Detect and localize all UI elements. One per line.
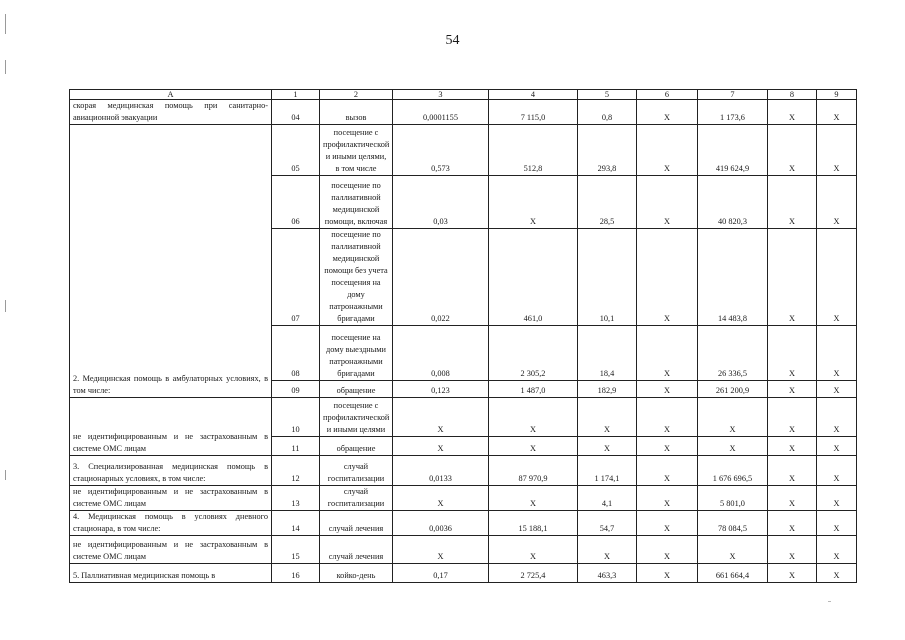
value-cell: X bbox=[817, 125, 857, 176]
row-code-cell: 05 bbox=[272, 125, 320, 176]
value-cell: X bbox=[817, 326, 857, 381]
row-code-cell: 16 bbox=[272, 564, 320, 583]
value-cell: X bbox=[768, 486, 817, 511]
value-cell: X bbox=[637, 229, 698, 326]
column-header: 5 bbox=[578, 90, 637, 100]
value-cell: 15 188,1 bbox=[489, 511, 578, 536]
value-cell: X bbox=[817, 398, 857, 437]
margin-mark bbox=[5, 470, 6, 480]
table-row bbox=[70, 125, 857, 176]
table-row bbox=[70, 564, 857, 583]
header-row bbox=[70, 90, 857, 100]
row-code-cell: 12 bbox=[272, 456, 320, 486]
page-number: 54 bbox=[445, 33, 460, 48]
unit-cell: обращение bbox=[320, 381, 393, 398]
unit-cell: посещение на дому выездными патронажными бригадами bbox=[320, 326, 393, 381]
value-cell: X bbox=[393, 536, 489, 564]
column-header: А bbox=[70, 90, 272, 100]
row-name-cell: не идентифицированным и не застрахованным в системе ОМС лицам bbox=[70, 486, 272, 511]
unit-cell: койко-день bbox=[320, 564, 393, 583]
row-code-cell: 14 bbox=[272, 511, 320, 536]
unit-cell: случай лечения bbox=[320, 536, 393, 564]
column-header: 3 bbox=[393, 90, 489, 100]
value-cell: X bbox=[768, 100, 817, 125]
value-cell: X bbox=[768, 437, 817, 456]
value-cell: 14 483,8 bbox=[698, 229, 768, 326]
value-cell: 10,1 bbox=[578, 229, 637, 326]
unit-cell: посещение с профилактической и иными целями, в том числе bbox=[320, 125, 393, 176]
value-cell: X bbox=[817, 100, 857, 125]
value-cell: 0,0036 bbox=[393, 511, 489, 536]
table-row bbox=[70, 486, 857, 511]
value-cell: X bbox=[768, 564, 817, 583]
value-cell: 87 970,9 bbox=[489, 456, 578, 486]
unit-cell: случай госпитализации bbox=[320, 456, 393, 486]
value-cell: X bbox=[637, 176, 698, 229]
column-header: 8 bbox=[768, 90, 817, 100]
value-cell: X bbox=[637, 456, 698, 486]
value-cell: 182,9 bbox=[578, 381, 637, 398]
value-cell: 261 200,9 bbox=[698, 381, 768, 398]
row-name-cell: 3. Специализированная медицинская помощь в стационарных условиях, в том числе: bbox=[70, 456, 272, 486]
value-cell: 293,8 bbox=[578, 125, 637, 176]
value-cell: 419 624,9 bbox=[698, 125, 768, 176]
value-cell: 0,123 bbox=[393, 381, 489, 398]
value-cell: 0,17 bbox=[393, 564, 489, 583]
margin-mark bbox=[5, 60, 6, 74]
unit-cell: посещение с профилактической и иными целями bbox=[320, 398, 393, 437]
value-cell: 4,1 bbox=[578, 486, 637, 511]
column-header: 9 bbox=[817, 90, 857, 100]
row-code-cell: 07 bbox=[272, 229, 320, 326]
row-code-cell: 09 bbox=[272, 381, 320, 398]
row-code-cell: 11 bbox=[272, 437, 320, 456]
value-cell: X bbox=[637, 398, 698, 437]
value-cell: 2 305,2 bbox=[489, 326, 578, 381]
value-cell: 0,022 bbox=[393, 229, 489, 326]
value-cell: X bbox=[817, 176, 857, 229]
value-cell: 28,5 bbox=[578, 176, 637, 229]
value-cell: 18,4 bbox=[578, 326, 637, 381]
value-cell: X bbox=[489, 176, 578, 229]
value-cell: X bbox=[817, 229, 857, 326]
value-cell: X bbox=[489, 486, 578, 511]
value-cell: X bbox=[637, 381, 698, 398]
value-cell: 1 174,1 bbox=[578, 456, 637, 486]
row-code-cell: 13 bbox=[272, 486, 320, 511]
value-cell: 512,8 bbox=[489, 125, 578, 176]
value-cell: X bbox=[817, 381, 857, 398]
value-cell: 40 820,3 bbox=[698, 176, 768, 229]
table-row bbox=[70, 536, 857, 564]
value-cell: 1 676 696,5 bbox=[698, 456, 768, 486]
value-cell: 5 801,0 bbox=[698, 486, 768, 511]
value-cell: X bbox=[768, 381, 817, 398]
value-cell: X bbox=[817, 564, 857, 583]
value-cell: X bbox=[768, 176, 817, 229]
value-cell: 0,03 bbox=[393, 176, 489, 229]
column-header: 7 bbox=[698, 90, 768, 100]
value-cell: X bbox=[698, 536, 768, 564]
value-cell: X bbox=[637, 437, 698, 456]
value-cell: 1 173,6 bbox=[698, 100, 768, 125]
value-cell: X bbox=[393, 486, 489, 511]
value-cell: X bbox=[817, 486, 857, 511]
row-code-cell: 04 bbox=[272, 100, 320, 125]
unit-cell: случай лечения bbox=[320, 511, 393, 536]
table-row bbox=[70, 100, 857, 125]
value-cell: X bbox=[637, 100, 698, 125]
value-cell: 0,0133 bbox=[393, 456, 489, 486]
value-cell: 661 664,4 bbox=[698, 564, 768, 583]
value-cell: 78 084,5 bbox=[698, 511, 768, 536]
value-cell: X bbox=[489, 437, 578, 456]
row-name-cell: 4. Медицинская помощь в условиях дневного стационара, в том числе: bbox=[70, 511, 272, 536]
value-cell: X bbox=[817, 511, 857, 536]
row-code-cell: 10 bbox=[272, 398, 320, 437]
value-cell: X bbox=[393, 437, 489, 456]
value-cell: X bbox=[489, 398, 578, 437]
value-cell: 1 487,0 bbox=[489, 381, 578, 398]
scan-mark bbox=[828, 601, 831, 602]
value-cell: X bbox=[817, 536, 857, 564]
value-cell: X bbox=[698, 398, 768, 437]
margin-mark bbox=[5, 300, 6, 312]
value-cell: 463,3 bbox=[578, 564, 637, 583]
value-cell: X bbox=[768, 398, 817, 437]
value-cell: X bbox=[768, 125, 817, 176]
value-cell: 26 336,5 bbox=[698, 326, 768, 381]
value-cell: X bbox=[817, 456, 857, 486]
value-cell: X bbox=[578, 437, 637, 456]
column-header: 1 bbox=[272, 90, 320, 100]
value-cell: X bbox=[817, 437, 857, 456]
unit-cell: посещение по паллиативной медицинской помощи без учета посещения на дому патронажными бригадами bbox=[320, 229, 393, 326]
margin-mark bbox=[5, 14, 6, 34]
row-name-cell: скорая медицинская помощь при санитарно-авиационной эвакуации bbox=[70, 100, 272, 125]
row-name-cell: не идентифицированным и не застрахованным в системе ОМС лицам bbox=[70, 398, 272, 456]
value-cell: 7 115,0 bbox=[489, 100, 578, 125]
value-cell: X bbox=[393, 398, 489, 437]
table-row bbox=[70, 398, 857, 437]
row-code-cell: 15 bbox=[272, 536, 320, 564]
value-cell: X bbox=[489, 536, 578, 564]
table-row bbox=[70, 511, 857, 536]
value-cell: X bbox=[637, 326, 698, 381]
unit-cell: обращение bbox=[320, 437, 393, 456]
unit-cell: посещение по паллиативной медицинской помощи, включая bbox=[320, 176, 393, 229]
value-cell: 54,7 bbox=[578, 511, 637, 536]
unit-cell: вызов bbox=[320, 100, 393, 125]
value-cell: 0,008 bbox=[393, 326, 489, 381]
value-cell: X bbox=[637, 486, 698, 511]
value-cell: X bbox=[768, 229, 817, 326]
row-code-cell: 06 bbox=[272, 176, 320, 229]
column-header: 4 bbox=[489, 90, 578, 100]
value-cell: X bbox=[768, 326, 817, 381]
value-cell: X bbox=[578, 536, 637, 564]
value-cell: 0,0001155 bbox=[393, 100, 489, 125]
value-cell: 2 725,4 bbox=[489, 564, 578, 583]
value-cell: X bbox=[768, 511, 817, 536]
row-code-cell: 08 bbox=[272, 326, 320, 381]
value-cell: X bbox=[637, 125, 698, 176]
value-cell: 0,8 bbox=[578, 100, 637, 125]
value-cell: 461,0 bbox=[489, 229, 578, 326]
value-cell: X bbox=[637, 536, 698, 564]
row-name-cell: 5. Паллиативная медицинская помощь в bbox=[70, 564, 272, 583]
table-row bbox=[70, 456, 857, 486]
value-cell: X bbox=[578, 398, 637, 437]
value-cell: X bbox=[637, 564, 698, 583]
value-cell: X bbox=[768, 456, 817, 486]
row-name-cell: 2. Медицинская помощь в амбулаторных условиях, в том числе: bbox=[70, 125, 272, 398]
value-cell: X bbox=[698, 437, 768, 456]
unit-cell: случай госпитализации bbox=[320, 486, 393, 511]
column-header: 6 bbox=[637, 90, 698, 100]
value-cell: X bbox=[637, 511, 698, 536]
value-cell: X bbox=[768, 536, 817, 564]
column-header: 2 bbox=[320, 90, 393, 100]
statistics-table bbox=[69, 89, 857, 583]
row-name-cell: не идентифицированным и не застрахованным в системе ОМС лицам bbox=[70, 536, 272, 564]
value-cell: 0,573 bbox=[393, 125, 489, 176]
